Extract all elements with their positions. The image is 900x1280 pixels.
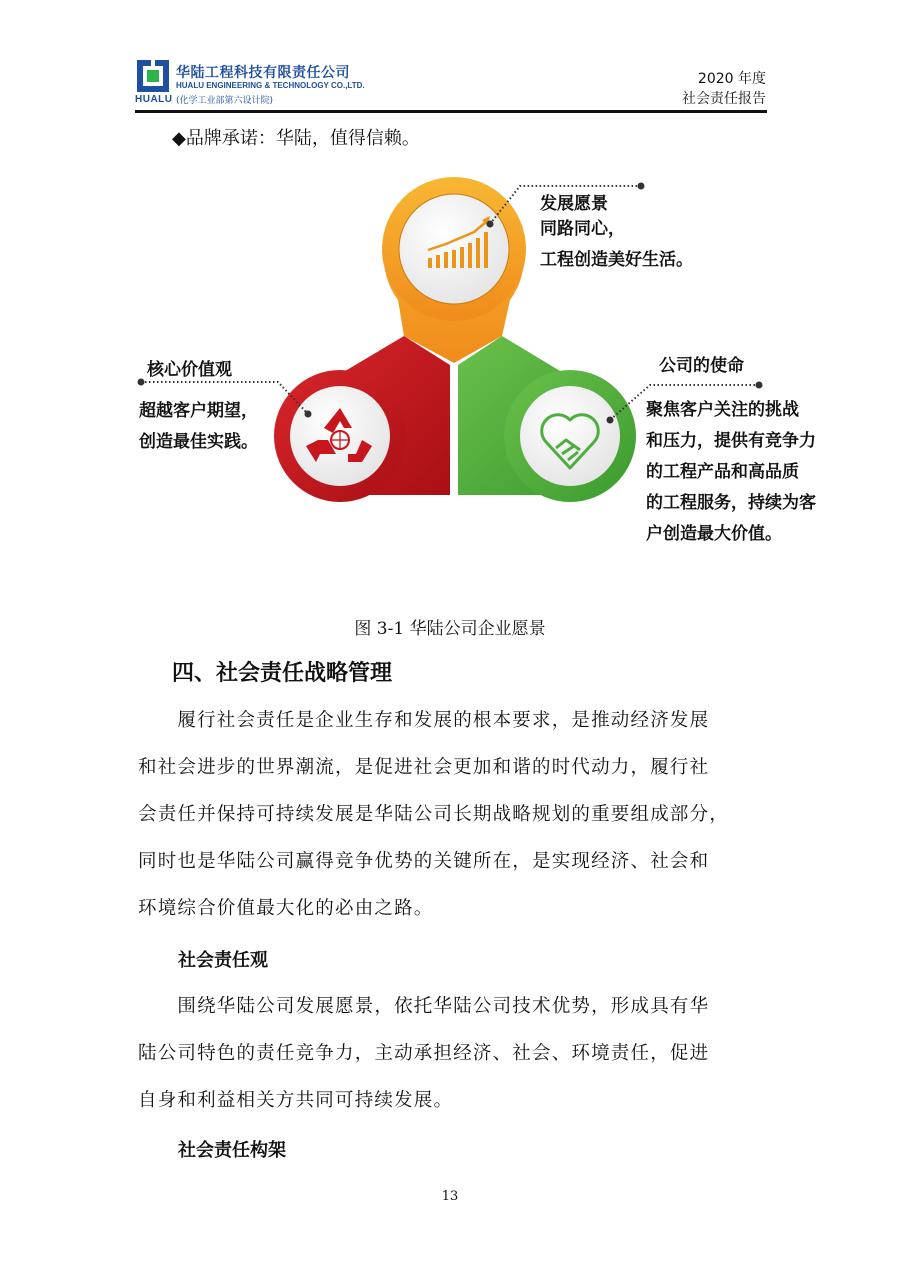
mission-text: 聚焦客户关注的挑战 和压力，提供有竞争力 的工程产品和高品质 的工程服务，持续为客 户创造最大价值。 xyxy=(646,400,816,544)
vision-title: 发展愿景 xyxy=(540,194,608,214)
report-year: 2020 年度 xyxy=(697,71,766,87)
subsection-csr-framework: 社会责任构架 xyxy=(178,1140,286,1161)
paragraph-csr-view: 围绕华陆公司发展愿景，依托华陆公司技术优势，形成具有华 陆公司特色的责任竞争力，主动承担经济、社会、环境责任，促进 自身和利益相关方共同可持续发展。 xyxy=(138,996,710,1111)
logo-wordmark: HUALU xyxy=(135,94,173,105)
company-name-en: HUALU ENGINEERING & TECHNOLOGY CO.,LTD. xyxy=(176,81,365,90)
mission-title: 公司的使命 xyxy=(659,356,744,376)
subsection-csr-view: 社会责任观 xyxy=(178,950,268,971)
page-number: 13 xyxy=(441,1189,459,1204)
company-subtitle: (化学工业部第六设计院) xyxy=(176,96,274,106)
brand-promise: ◆品牌承诺：华陆，值得信赖。 xyxy=(172,128,420,149)
values-text: 超越客户期望， 创造最佳实践。 xyxy=(139,401,258,452)
vision-text: 同路同心， 工程创造美好生活。 xyxy=(540,219,693,270)
figure-caption: 图 3-1 华陆公司企业愿景 xyxy=(354,619,546,639)
values-title: 核心价值观 xyxy=(147,360,232,380)
section-title: 四、社会责任战略管理 xyxy=(172,661,393,686)
report-title: 社会责任报告 xyxy=(682,91,766,107)
company-name-cn: 华陆工程科技有限责任公司 xyxy=(176,65,350,81)
paragraph-strategy: 履行社会责任是企业生存和发展的根本要求，是推动经济发展 和社会进步的世界潮流，是促进社会更加和谐的时代动力，履行社 会责任并保持可持续发展是华陆公司长期战略规划的重要组成部分， 同时也是华陆公司赢得竞争优势的关键所在，是实现经济、社会和 环境综合价值最大化的必由之路。 xyxy=(138,710,730,919)
